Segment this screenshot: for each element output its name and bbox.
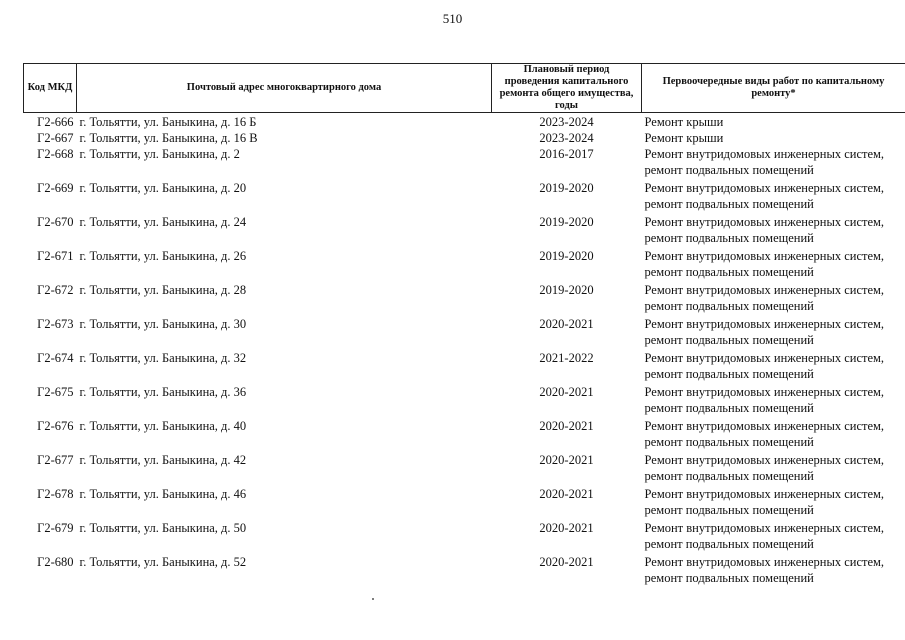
works-line: ремонт подвальных помещений bbox=[644, 435, 814, 449]
cell-works bbox=[642, 248, 905, 282]
table-row bbox=[24, 113, 905, 131]
cell-period: 2023-2024 bbox=[539, 115, 594, 129]
works-line: Ремонт крыши bbox=[644, 115, 724, 129]
cell-period: 2019-2020 bbox=[539, 181, 594, 195]
works-line: ремонт подвальных помещений bbox=[644, 401, 814, 415]
cell-address: г. Тольятти, ул. Баныкина, д. 36 bbox=[79, 385, 247, 399]
cell-address: г. Тольятти, ул. Баныкина, д. 2 bbox=[79, 147, 240, 161]
table-row bbox=[24, 180, 905, 214]
table-row bbox=[24, 282, 905, 316]
cell-code: Г2-671 bbox=[37, 249, 74, 263]
table-row bbox=[24, 146, 905, 180]
table-row bbox=[24, 384, 905, 418]
cell-period: 2016-2017 bbox=[539, 147, 594, 161]
works-line: Ремонт внутридомовых инженерных систем, bbox=[644, 351, 885, 365]
works-line: Ремонт внутридомовых инженерных систем, bbox=[644, 215, 885, 229]
table-row bbox=[24, 418, 905, 452]
table-row bbox=[24, 214, 905, 248]
cell-code: Г2-676 bbox=[37, 419, 74, 433]
works-line: Ремонт внутридомовых инженерных систем, bbox=[644, 283, 885, 297]
header-works: Первоочередные виды работ по капитальному ремонту* bbox=[642, 64, 905, 113]
cell-code: Г2-672 bbox=[37, 283, 74, 297]
cell-works bbox=[642, 384, 905, 418]
table-row bbox=[24, 486, 905, 520]
cell-period: 2020-2021 bbox=[539, 453, 594, 467]
cell-address: г. Тольятти, ул. Баныкина, д. 28 bbox=[79, 283, 247, 297]
cell-works bbox=[642, 214, 905, 248]
table-row bbox=[24, 248, 905, 282]
table-header-row bbox=[24, 64, 905, 113]
table-row bbox=[24, 350, 905, 384]
page-number: 510 bbox=[442, 11, 463, 26]
table-row bbox=[24, 554, 905, 588]
works-line: Ремонт внутридомовых инженерных систем, bbox=[644, 249, 885, 263]
cell-period: 2019-2020 bbox=[539, 249, 594, 263]
works-line: Ремонт внутридомовых инженерных систем, bbox=[644, 147, 885, 161]
cell-code: Г2-667 bbox=[37, 131, 74, 145]
cell-works bbox=[642, 520, 905, 554]
table-row bbox=[24, 452, 905, 486]
cell-works bbox=[642, 146, 905, 180]
scan-speck bbox=[372, 598, 374, 600]
works-line: Ремонт внутридомовых инженерных систем, bbox=[644, 555, 885, 569]
cell-address: г. Тольятти, ул. Баныкина, д. 32 bbox=[79, 351, 247, 365]
cell-code: Г2-666 bbox=[37, 115, 74, 129]
works-line: Ремонт внутридомовых инженерных систем, bbox=[644, 419, 885, 433]
cell-period: 2020-2021 bbox=[539, 555, 594, 569]
works-line: Ремонт крыши bbox=[644, 131, 724, 145]
cell-works bbox=[642, 418, 905, 452]
works-line: Ремонт внутридомовых инженерных систем, bbox=[644, 521, 885, 535]
mkd-table bbox=[23, 63, 905, 588]
table-body bbox=[24, 113, 905, 589]
cell-period: 2019-2020 bbox=[539, 215, 594, 229]
cell-period: 2020-2021 bbox=[539, 487, 594, 501]
cell-period: 2019-2020 bbox=[539, 283, 594, 297]
works-line: ремонт подвальных помещений bbox=[644, 503, 814, 517]
header-address: Почтовый адрес многоквартирного дома bbox=[77, 64, 492, 113]
cell-code: Г2-669 bbox=[37, 181, 74, 195]
cell-period: 2020-2021 bbox=[539, 385, 594, 399]
works-line: ремонт подвальных помещений bbox=[644, 367, 814, 381]
cell-address: г. Тольятти, ул. Баныкина, д. 50 bbox=[79, 521, 247, 535]
cell-address: г. Тольятти, ул. Баныкина, д. 40 bbox=[79, 419, 247, 433]
cell-address: г. Тольятти, ул. Баныкина, д. 16 Б bbox=[79, 115, 257, 129]
cell-address: г. Тольятти, ул. Баныкина, д. 24 bbox=[79, 215, 247, 229]
cell-period: 2020-2021 bbox=[539, 317, 594, 331]
table-row bbox=[24, 316, 905, 350]
cell-works bbox=[642, 113, 905, 131]
cell-code: Г2-680 bbox=[37, 555, 74, 569]
cell-works bbox=[642, 486, 905, 520]
works-line: Ремонт внутридомовых инженерных систем, bbox=[644, 181, 885, 195]
works-line: ремонт подвальных помещений bbox=[644, 163, 814, 177]
cell-address: г. Тольятти, ул. Баныкина, д. 46 bbox=[79, 487, 247, 501]
cell-code: Г2-679 bbox=[37, 521, 74, 535]
works-line: Ремонт внутридомовых инженерных систем, bbox=[644, 487, 885, 501]
works-line: Ремонт внутридомовых инженерных систем, bbox=[644, 385, 885, 399]
cell-address: г. Тольятти, ул. Баныкина, д. 20 bbox=[79, 181, 247, 195]
header-code: Код МКД bbox=[24, 64, 77, 113]
cell-code: Г2-677 bbox=[37, 453, 74, 467]
cell-address: г. Тольятти, ул. Баныкина, д. 30 bbox=[79, 317, 247, 331]
cell-works bbox=[642, 452, 905, 486]
works-line: ремонт подвальных помещений bbox=[644, 299, 814, 313]
cell-code: Г2-668 bbox=[37, 147, 74, 161]
cell-address: г. Тольятти, ул. Баныкина, д. 26 bbox=[79, 249, 247, 263]
cell-address: г. Тольятти, ул. Баныкина, д. 52 bbox=[79, 555, 247, 569]
cell-code: Г2-670 bbox=[37, 215, 74, 229]
works-line: Ремонт внутридомовых инженерных систем, bbox=[644, 453, 885, 467]
works-line: ремонт подвальных помещений bbox=[644, 469, 814, 483]
cell-period: 2020-2021 bbox=[539, 419, 594, 433]
cell-code: Г2-673 bbox=[37, 317, 74, 331]
table-row bbox=[24, 520, 905, 554]
cell-period: 2020-2021 bbox=[539, 521, 594, 535]
cell-address: г. Тольятти, ул. Баныкина, д. 16 В bbox=[79, 131, 258, 145]
cell-code: Г2-674 bbox=[37, 351, 74, 365]
works-line: ремонт подвальных помещений bbox=[644, 265, 814, 279]
cell-works bbox=[642, 316, 905, 350]
works-line: ремонт подвальных помещений bbox=[644, 571, 814, 585]
cell-period: 2021-2022 bbox=[539, 351, 594, 365]
cell-code: Г2-675 bbox=[37, 385, 74, 399]
table-row bbox=[24, 130, 905, 146]
cell-works bbox=[642, 554, 905, 588]
cell-works bbox=[642, 180, 905, 214]
header-period: Плановый период проведения капитального ремонта общего имущества, годы bbox=[492, 64, 642, 113]
works-line: Ремонт внутридомовых инженерных систем, bbox=[644, 317, 885, 331]
cell-works bbox=[642, 350, 905, 384]
cell-works bbox=[642, 130, 905, 146]
works-line: ремонт подвальных помещений bbox=[644, 537, 814, 551]
works-line: ремонт подвальных помещений bbox=[644, 197, 814, 211]
cell-code: Г2-678 bbox=[37, 487, 74, 501]
works-line: ремонт подвальных помещений bbox=[644, 333, 814, 347]
cell-address: г. Тольятти, ул. Баныкина, д. 42 bbox=[79, 453, 247, 467]
cell-works bbox=[642, 282, 905, 316]
works-line: ремонт подвальных помещений bbox=[644, 231, 814, 245]
cell-period: 2023-2024 bbox=[539, 131, 594, 145]
